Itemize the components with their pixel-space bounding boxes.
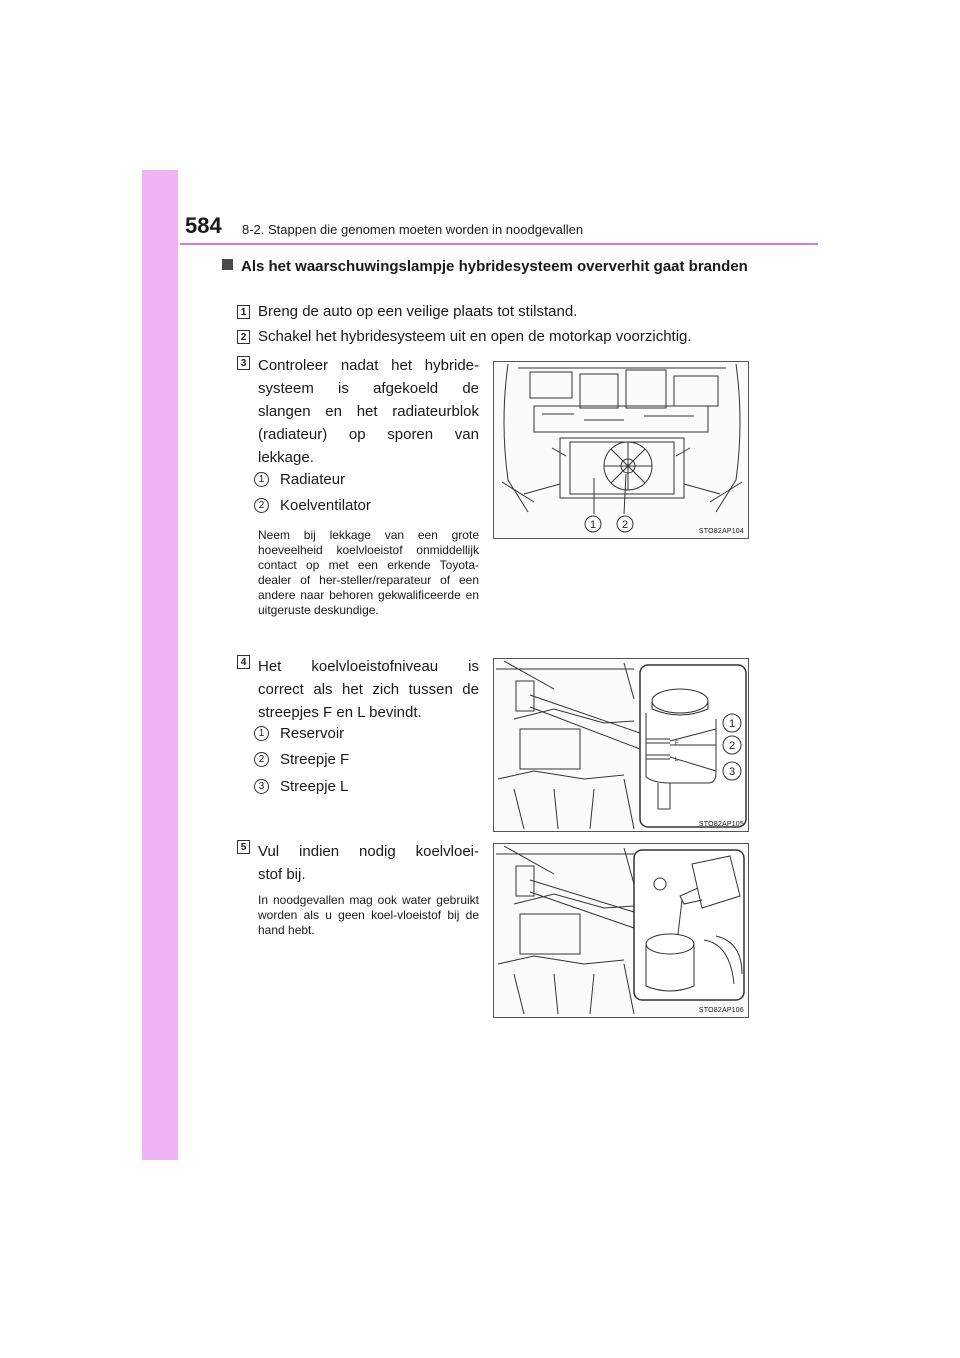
- item-label-reservoir: Reservoir: [280, 725, 345, 742]
- chapter-sidebar-tab: [142, 170, 178, 1160]
- chapter-title: 8-2. Stappen die genomen moeten worden in noodgevallen: [242, 222, 584, 237]
- item-num: 1: [254, 726, 269, 741]
- step-4-line-1: Het koelvloeistofniveau is: [258, 658, 479, 675]
- item-num: 3: [254, 779, 269, 794]
- step-3-line-1: Controleer nadat het hybride-: [258, 357, 479, 374]
- figure-code: STO82AP105: [698, 821, 744, 828]
- page-number: 584: [185, 213, 222, 238]
- step-4-line-3: streepjes F en L bevindt.: [258, 704, 422, 721]
- step-3-line-5: lekkage.: [258, 449, 314, 466]
- step-5-note: In noodgevallen mag ook water gebruikt worden als u geen koel-vloeistof bij de hand hebt.: [258, 893, 479, 937]
- section-title: Als het waarschuwingslampje hybridesysteem oververhit gaat branden: [241, 258, 748, 275]
- callout-2: 2: [728, 740, 736, 752]
- refill-coolant-illustration: [494, 844, 749, 1018]
- figure-engine-bay: [493, 361, 749, 539]
- callout-3: 3: [728, 766, 736, 778]
- square-bullet-icon: [222, 259, 233, 270]
- step-5-line-2: stof bij.: [258, 866, 306, 883]
- step-4-text: [258, 655, 479, 724]
- coolant-reservoir-illustration: [494, 659, 749, 832]
- step-number-4: 4: [237, 655, 250, 669]
- engine-bay-illustration: [494, 362, 749, 539]
- step-number-1: 1: [237, 305, 250, 319]
- item-num: 1: [254, 472, 269, 487]
- step-3-line-2: systeem is afgekoeld de: [258, 380, 479, 397]
- step-number-5: 5: [237, 840, 250, 854]
- header-rule: [180, 243, 818, 245]
- step-3-line-3: slangen en het radiateurblok: [258, 403, 479, 420]
- step-number-2: 2: [237, 330, 250, 344]
- step-3-note: Neem bij lekkage van een grote hoeveelheid koelvloeistof onmiddellijk contact op met een erkende Toyota-dealer of her-steller/reparateur of een andere naar behoren gekwalificeerde en uitgeruste deskundige.: [258, 528, 479, 617]
- item-label-streepje-f: Streepje F: [280, 751, 350, 768]
- step-4-line-2: correct als het zich tussen de: [258, 681, 479, 698]
- item-num: 2: [254, 752, 269, 767]
- figure-code: STO82AP104: [698, 528, 744, 535]
- figure-refill-coolant: [493, 843, 749, 1018]
- item-label-radiateur: Radiateur: [280, 471, 346, 488]
- section-heading: [222, 256, 752, 278]
- svg-text:L: L: [675, 757, 679, 763]
- item-num: 2: [254, 498, 269, 513]
- step-3-line-4: (radiateur) op sporen van: [258, 426, 479, 443]
- step-1-text: Breng de auto op een veilige plaats tot stilstand.: [258, 303, 578, 320]
- figure-code: STO82AP106: [698, 1007, 744, 1014]
- step-5-text: [258, 840, 479, 886]
- callout-2: 2: [621, 519, 629, 531]
- callout-1: 1: [728, 718, 736, 730]
- step-2-text: Schakel het hybridesysteem uit en open de motorkap voorzichtig.: [258, 328, 692, 345]
- step-5-line-1: Vul indien nodig koelvloei-: [258, 843, 479, 860]
- item-label-streepje-l: Streepje L: [280, 778, 349, 795]
- svg-text:F: F: [675, 741, 679, 747]
- item-label-koelventilator: Koelventilator: [280, 497, 371, 514]
- callout-1: 1: [589, 519, 597, 531]
- step-3-text: [258, 354, 479, 469]
- figure-coolant-reservoir: [493, 658, 749, 832]
- step-number-3: 3: [237, 356, 250, 370]
